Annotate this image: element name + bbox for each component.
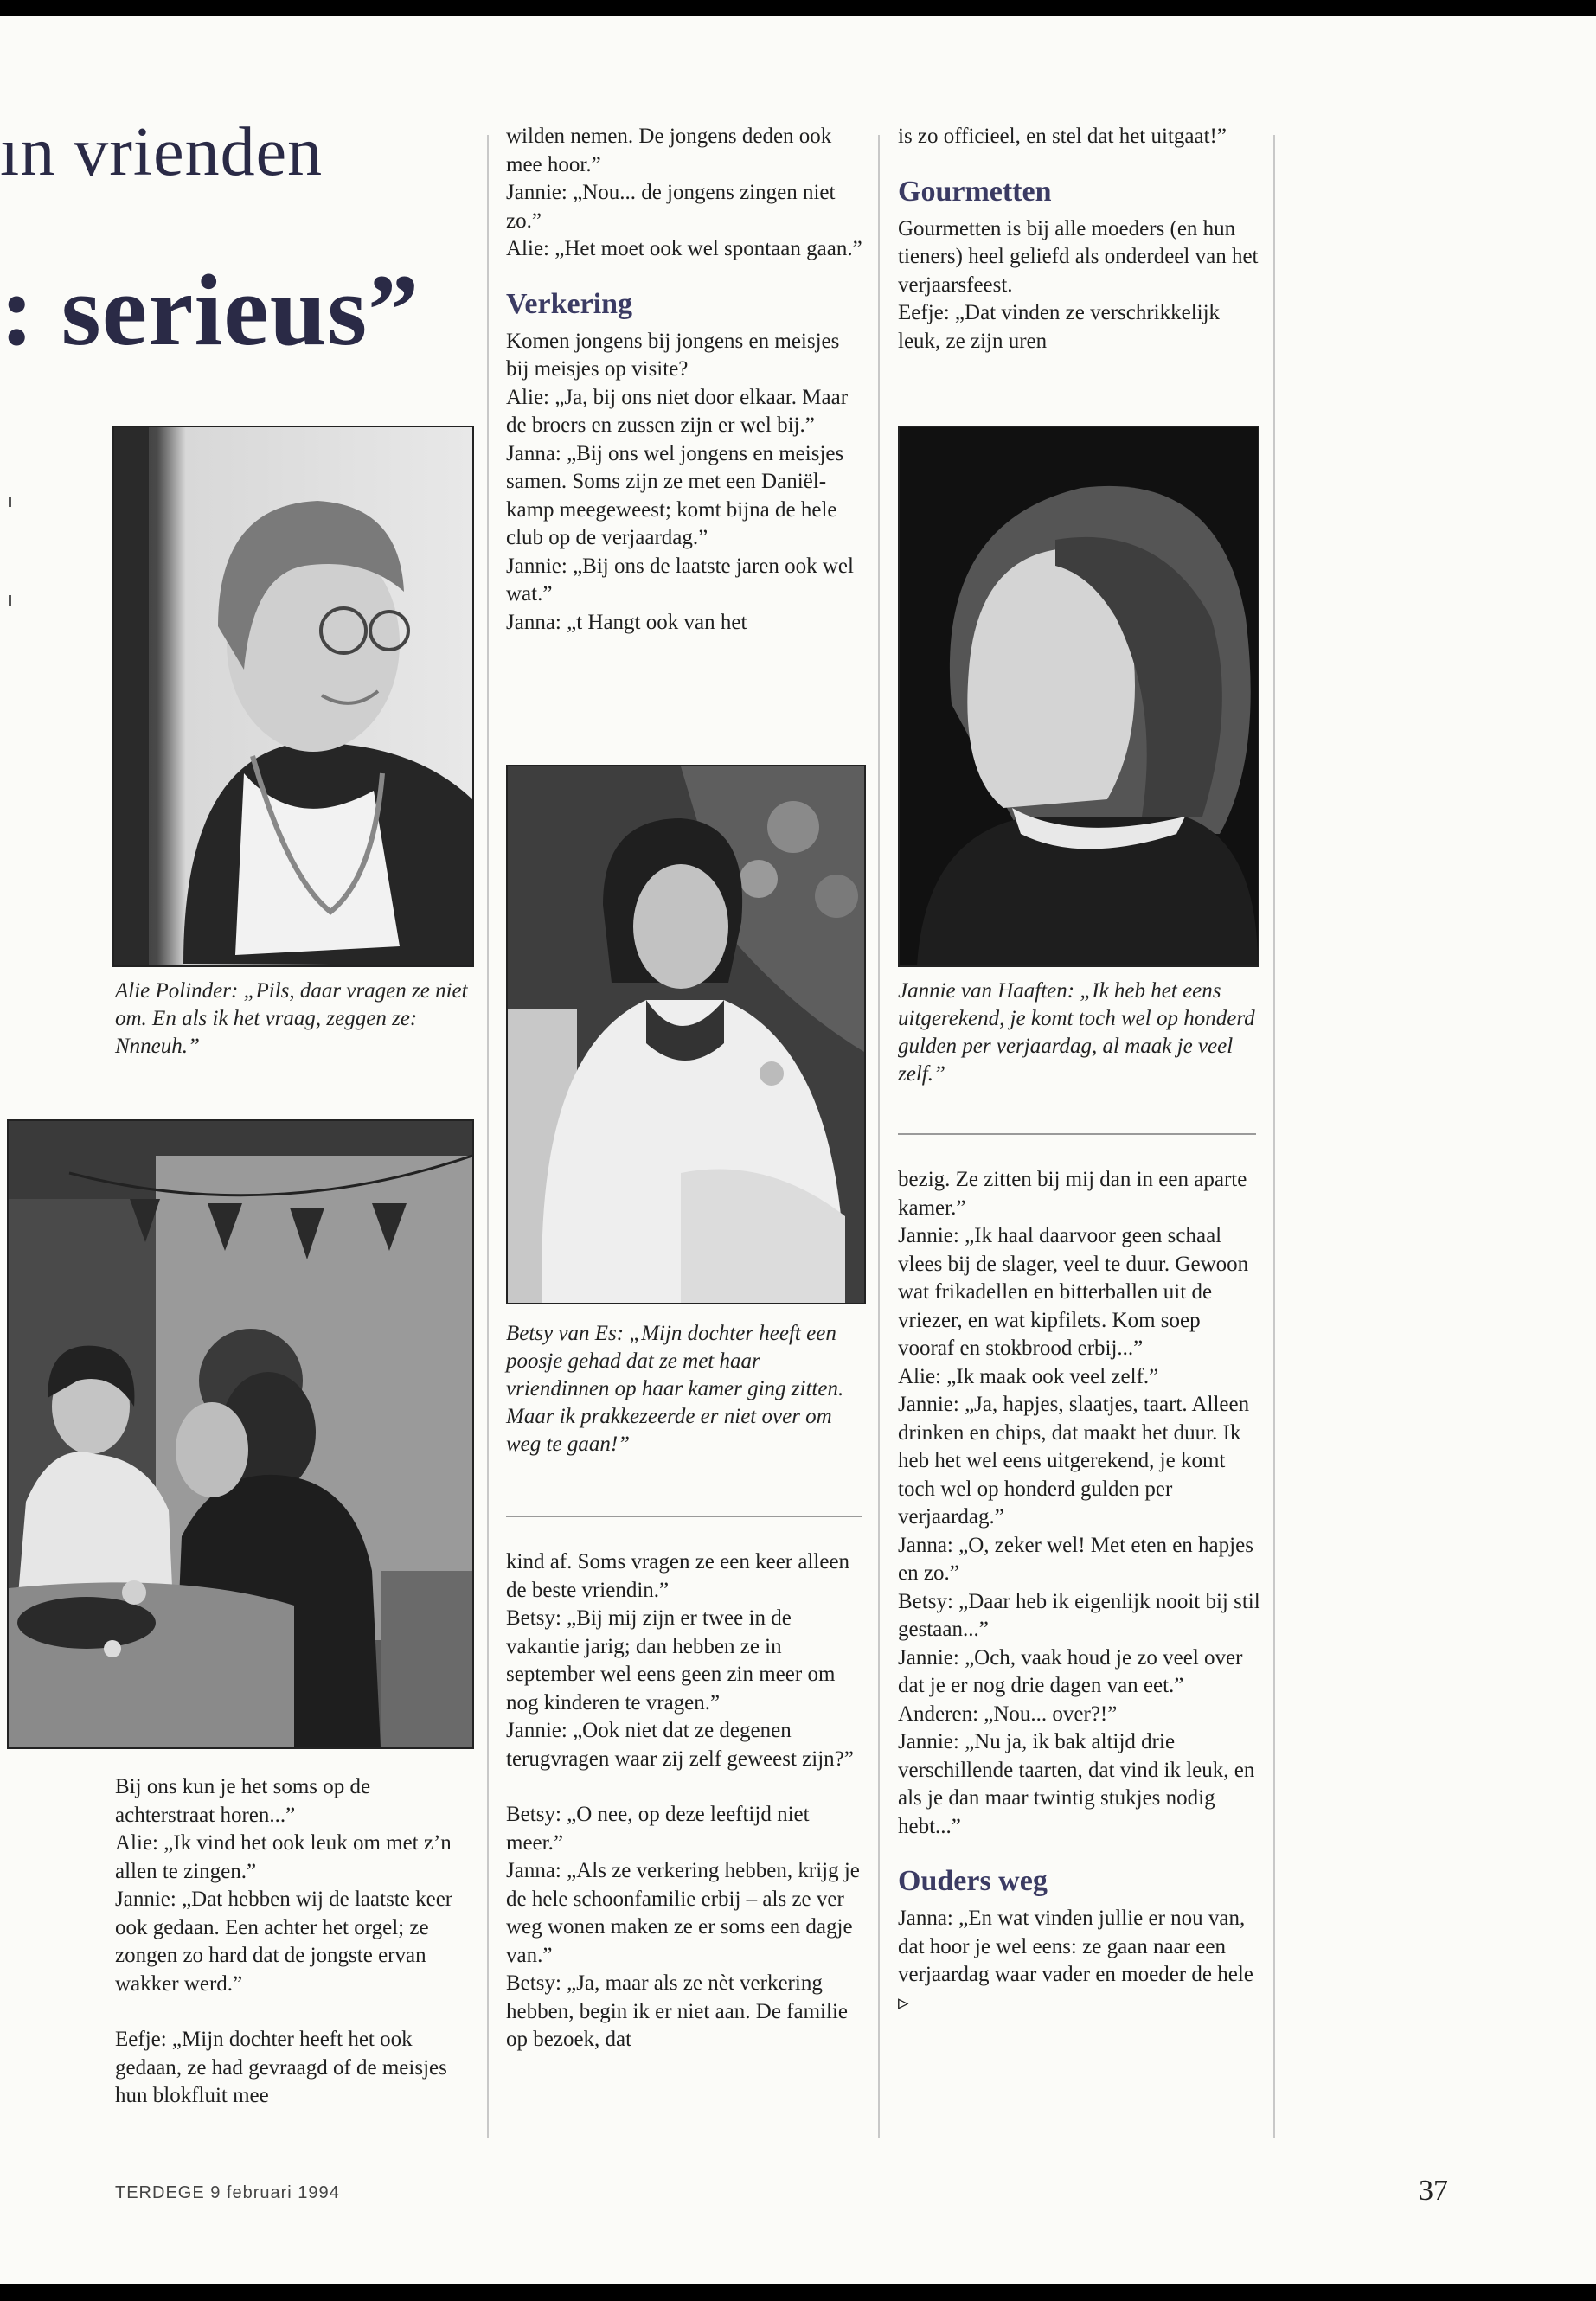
paragraph: Betsy: „Ja, maar als ze nèt verkering hebben, begin ik er niet aan. De familie op bezoek, dat: [506, 1971, 848, 2051]
caption-betsy-van-es: Betsy van Es: „Mijn dochter heeft een poosje gehad dat ze met haar vriendinnen op haar kamer ging zitten. Maar ik prakkezeerde er niet over om weg te gaan!”: [506, 1322, 844, 1456]
paragraph: Betsy: „Bij mij zijn er twee in de vakantie jarig; dan hebben ze in september wel eens geen zin meer om nog kinderen te vragen.”: [506, 1606, 836, 1715]
paragraph: Janna: „O, zeker wel! Met eten en hapjes en zo.”: [898, 1533, 1253, 1585]
column-rule: [1273, 135, 1275, 2138]
paragraph: Jannie: „Dat hebben wij de laatste keer ook gedaan. Een achter het orgel; ze zongen zo hard dat de jongste ervan wakker werd.”: [115, 1888, 453, 1996]
paragraph: Bij ons kun je het soms op de achterstraat horen...”: [115, 1775, 371, 1827]
paragraph: Eefje: „Dat vinden ze verschrikkelijk leuk, ze zijn uren: [898, 301, 1221, 353]
column-1-text: [115, 1773, 461, 2111]
portrait-woman-profile: [900, 427, 1258, 965]
photo-alie-polinder: [112, 426, 474, 967]
paragraph: Jannie: „Nou... de jongens zingen niet zo.”: [506, 181, 836, 233]
paragraph: Jannie: „Ik haal daarvoor geen schaal vlees bij de slager, veel te duur. Gewoon wat frikadellen en bitterballen uit de vriezer, en wat kipfilets. Kom soep vooraf en stokbrood erbij...”: [898, 1224, 1249, 1360]
photo-party-table: [7, 1119, 474, 1749]
paragraph: Anderen: „Nou... over?!”: [898, 1702, 1118, 1726]
margin-mark: [9, 595, 11, 606]
paragraph: Betsy: „O nee, op deze leeftijd niet meer.”: [506, 1803, 810, 1855]
paragraph: Janna: „Als ze verkering hebben, krijg je de hele schoonfamilie erbij – als ze ver weg wonen maken ze er soms een dagje van.”: [506, 1859, 860, 1967]
headline-line-2: : serieus”: [0, 253, 420, 367]
paragraph: Jannie: „Ja, hapjes, slaatjes, taart. Alleen drinken en chips, dat maakt het duur. Ik heb het wel eens uitgerekend, je komt toch wel op honderd gulden per verjaardag.”: [898, 1393, 1250, 1529]
paragraph: Alie: „Ja, bij ons niet door elkaar. Maar de broers en zussen zijn er wel bij.”: [506, 385, 849, 437]
column-2-bottom-text: [506, 1548, 865, 2054]
portrait-woman-seated: [508, 766, 864, 1303]
paragraph: is zo officieel, en stel dat het uitgaat!”: [898, 125, 1227, 148]
paragraph: Alie: „Ik maak ook veel zelf.”: [898, 1364, 1159, 1388]
column-2-top-text: [506, 123, 865, 637]
footer-publication: TERDEGE 9 februari 1994: [115, 2183, 340, 2202]
caption-rule: [898, 1133, 1256, 1135]
paragraph: Eefje: „Mijn dochter heeft het ook gedaan, ze had gevraagd of de meisjes hun blokfluit mee: [115, 2028, 447, 2107]
paragraph: Jannie: „Nu ja, ik bak altijd drie verschillende taarten, dat vind ik leuk, en als je dan maar twintig stukjes nodig hebt...”: [898, 1730, 1255, 1838]
paragraph: Jannie: „Ook niet dat ze degenen terugvragen waar zij zelf geweest zijn?”: [506, 1719, 854, 1771]
paragraph: Janna: „Bij ons wel jongens en meisjes samen. Soms zijn ze met een Daniël-kamp meegeweest; komt bijna de hele club op de verjaardag.”: [506, 441, 844, 549]
column-3-mid-text: [898, 1166, 1261, 2017]
paragraph: wilden nemen. De jongens deden ook mee hoor.”: [506, 125, 832, 176]
headline-line-1: ın vrienden: [0, 114, 324, 190]
paragraph: Janna: „t Hangt ook van het: [506, 610, 747, 634]
paragraph: kind af. Soms vragen ze een keer alleen de beste vriendin.”: [506, 1550, 850, 1602]
portrait-woman-glasses: [114, 427, 472, 965]
paragraph: Gourmetten is bij alle moeders (en hun tieners) heel geliefd als onderdeel van het verjaarsfeest.: [898, 216, 1259, 297]
page-number: 37: [1419, 2175, 1448, 2207]
paragraph: bezig. Ze zitten bij mij dan in een aparte kamer.”: [898, 1168, 1247, 1220]
subhead-verkering: Verkering: [506, 287, 633, 320]
photo-jannie-van-haaften: [898, 426, 1259, 967]
margin-mark: [9, 497, 11, 507]
paragraph: Alie: „Ik vind het ook leuk om met z’n allen te zingen.”: [115, 1831, 452, 1883]
paragraph: Janna: „En wat vinden jullie er nou van, dat hoor je wel eens: ze gaan naar een verjaardag waar vader en moeder de hele ▹: [898, 1907, 1253, 2015]
paragraph: Betsy: „Daar heb ik eigenlijk nooit bij stil gestaan...”: [898, 1589, 1260, 1641]
column-rule: [878, 135, 880, 2138]
paragraph: Alie: „Het moet ook wel spontaan gaan.”: [506, 237, 862, 260]
caption-jannie-van-haaften: Jannie van Haaften: „Ik heb het eens uitgerekend, je komt toch wel op honderd gulden per verjaardag, al maak je veel zelf.”: [898, 979, 1255, 1086]
subhead-ouders-weg: Ouders weg: [898, 1865, 1048, 1897]
caption-alie-polinder: Alie Polinder: „Pils, daar vragen ze niet om. En als ik het vraag, zeggen ze: Nnneuh.”: [115, 979, 468, 1058]
photo-betsy-van-es: [506, 765, 866, 1304]
magazine-page: [0, 16, 1596, 2284]
paragraph: Jannie: „Och, vaak houd je zo veel over dat je er nog drie dagen van eet.”: [898, 1645, 1243, 1697]
column-3-top-text: [898, 123, 1261, 356]
paragraph: Komen jongens bij jongens en meisjes bij meisjes op visite?: [506, 329, 840, 381]
caption-rule: [506, 1516, 862, 1517]
subhead-gourmetten: Gourmetten: [898, 175, 1052, 208]
column-rule: [487, 135, 489, 2138]
paragraph: Jannie: „Bij ons de laatste jaren ook wel wat.”: [506, 554, 854, 606]
party-scene-illustration: [9, 1121, 472, 1747]
